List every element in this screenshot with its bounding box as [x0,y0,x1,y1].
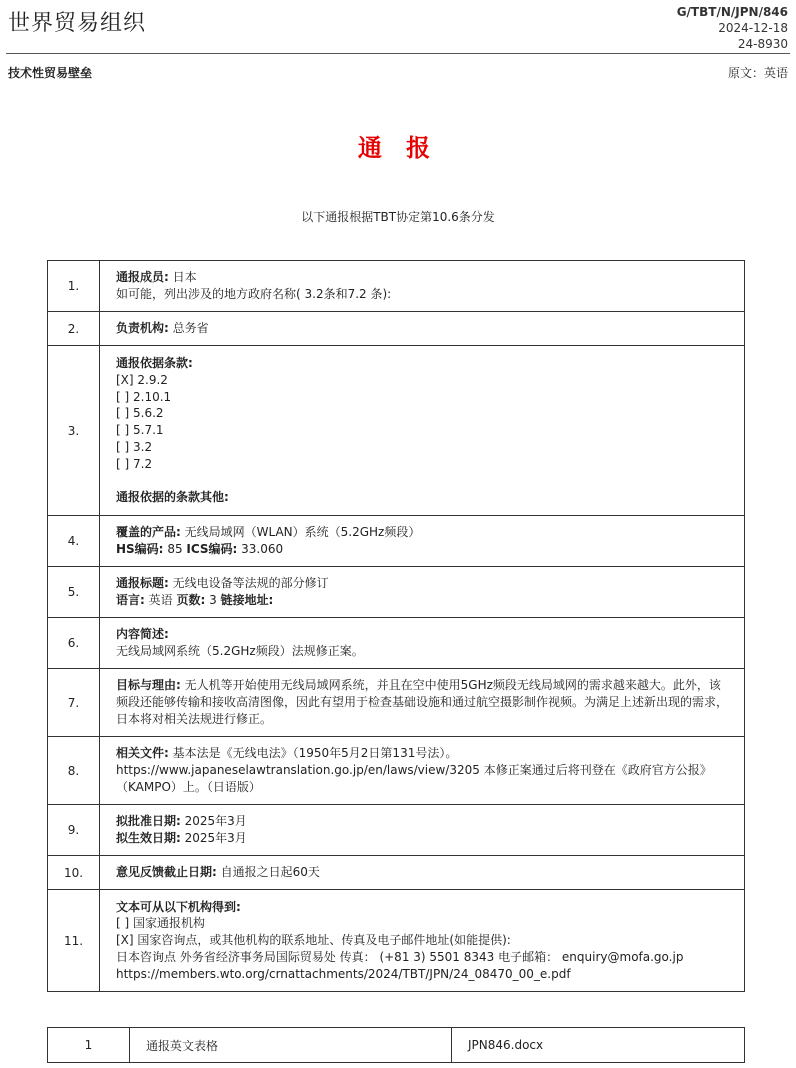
field-label: 通报依据的条款其他: [116,490,229,505]
row-content [100,346,745,516]
field-value: 英语 [144,593,177,607]
field-value: 85 [163,542,187,556]
table-row [48,856,745,890]
committee-name: 技术性贸易壁垒 [8,66,93,80]
row-number: 11. [48,890,100,992]
content-line [116,932,730,949]
field-label: 通报依据条款: [116,355,193,370]
field-label: 拟批准日期: [116,814,181,829]
table-row [48,618,745,669]
document-date: 2024-12-18 [718,21,788,35]
row-number: 10. [48,856,100,890]
row-content [100,516,745,567]
content-line [116,643,730,660]
row-content [100,618,745,669]
field-value: 无线局域网（WLAN）系统（5.2GHz频段） [180,525,421,540]
field-value: [ ] 7.2 [116,456,153,471]
field-value: [ ] 国家通报机构 [116,916,205,931]
field-value: 3 [205,593,221,607]
content-line [116,355,730,372]
content-line [116,626,730,643]
field-label: 内容简述: [116,627,169,642]
content-line [116,949,730,966]
field-label: 链接地址: [220,593,274,607]
field-value: [X] 国家咨询点，或其他机构的联系地址、传真及电子邮件地址(如能提供): [116,933,511,948]
field-label: 覆盖的产品: [116,525,181,540]
row-number: 7. [48,669,100,737]
content-line [116,472,730,489]
field-value: 日本 [168,270,197,285]
table-row [48,737,745,805]
row-number: 8. [48,737,100,805]
document-number: 24-8930 [737,37,788,51]
field-label: 通报标题: [116,576,169,591]
table-row [48,261,745,312]
content-line [116,864,730,881]
table-row [48,516,745,567]
content-line [116,915,730,932]
row-number: 5. [48,567,100,618]
table-row [48,890,745,992]
field-value: [ ] 3.2 [116,439,153,454]
field-value: 自通报之日起60天 [216,865,320,880]
row-number: 4. [48,516,100,567]
field-value: 2025年3月 [180,831,247,845]
original-language: 原文：英语 [727,66,788,80]
content-line [116,269,730,286]
content-line [116,541,730,558]
attachment-row [48,1028,745,1063]
row-content [100,737,745,805]
row-content [100,805,745,856]
field-label: HS编码: [116,542,164,556]
document-symbol: G/TBT/N/JPN/846 [676,5,788,19]
field-value: 日本咨询点 外务省经济事务局国际贸易处 传真： (+81 3) 5501 8343 电子邮箱： enquiry@mofa.go.jp [116,949,684,964]
row-content [100,567,745,618]
content-line [116,830,730,847]
document-meta [677,4,788,52]
row-number: 3. [48,346,100,516]
field-value: [X] 2.9.2 [116,372,168,387]
content-line [116,439,730,456]
field-label: 目标与理由: [116,678,181,693]
field-value: 2025年3月 [180,814,247,829]
attachment-number: 1 [48,1028,130,1063]
content-line [116,813,730,830]
field-label: 意见反馈截止日期: [116,865,217,880]
table-row [48,669,745,737]
field-value: [ ] 5.7.1 [116,423,164,438]
row-number: 6. [48,618,100,669]
row-content [100,890,745,992]
field-value: 无线电设备等法规的部分修订 [168,576,329,591]
content-line [116,422,730,439]
field-value: 无线局域网系统（5.2GHz频段）法规修正案。 [116,644,364,658]
row-number: 9. [48,805,100,856]
field-value: 33.060 [237,542,284,556]
field-value: [ ] 5.6.2 [116,406,164,421]
content-line [116,286,730,303]
content-line [116,966,730,983]
notice-title: 通 报 [357,134,439,162]
notification-table [47,260,745,992]
row-content [100,669,745,737]
row-number: 2. [48,312,100,346]
field-label: 相关文件: [116,746,169,761]
content-line [116,677,730,727]
field-value: [ ] 2.10.1 [116,389,172,404]
attachment-table [47,1027,745,1063]
field-value: 基本法是《无线电法》（1950年5月2日第131号法）。 https://www.japaneselawtranslation.go.jp/en/laws/view/3205 本修正案通过后将刊登在《政府官方公报》（KAMPO）上。（日语版） [116,746,712,794]
content-line [116,456,730,473]
content-line [116,405,730,422]
table-row [48,567,745,618]
content-line [116,320,730,337]
field-value: 如可能，列出涉及的地方政府名称( 3.2条和7.2 条): [116,287,392,301]
field-label: 负责机构: [116,321,169,336]
row-content [100,312,745,346]
row-content [100,856,745,890]
field-value: 无人机等开始使用无线局域网系统，并且在空中使用5GHz频段无线局域网的需求越来越大。此外，该频段还能够传输和接收高清图像，因此有望用于检查基础设施和通过航空摄影制作视频。为满足上述新出现的需求，日本将对相关法规进行修正。 [116,678,729,726]
content-line [116,745,730,795]
content-line [116,389,730,406]
content-line [116,575,730,592]
row-content [100,261,745,312]
attachment-description: 通报英文表格 [130,1028,452,1063]
field-label: ICS编码: [186,542,238,556]
org-name: 世界贸易组织 [8,11,147,36]
field-label: 文本可从以下机构得到: [116,899,241,914]
field-label: 页数: [176,593,206,607]
row-number: 1. [48,261,100,312]
table-row [48,312,745,346]
content-line [116,524,730,541]
field-label: 语言: [116,593,145,607]
content-line [116,899,730,916]
field-label: 通报成员: [116,270,169,285]
content-line [116,592,730,609]
table-row [48,346,745,516]
attachment-file-link[interactable]: JPN846.docx [452,1028,745,1063]
field-value: 总务省 [168,321,209,336]
field-label: 拟生效日期: [116,831,181,845]
notice-subtitle: 以下通报根据TBT协定第10.6条分发 [301,210,495,224]
field-value: https://members.wto.org/crnattachments/2024/TBT/JPN/24_08470_00_e.pdf [116,966,571,981]
content-line [116,489,730,506]
content-line [116,372,730,389]
header-divider [6,53,790,54]
table-row [48,805,745,856]
